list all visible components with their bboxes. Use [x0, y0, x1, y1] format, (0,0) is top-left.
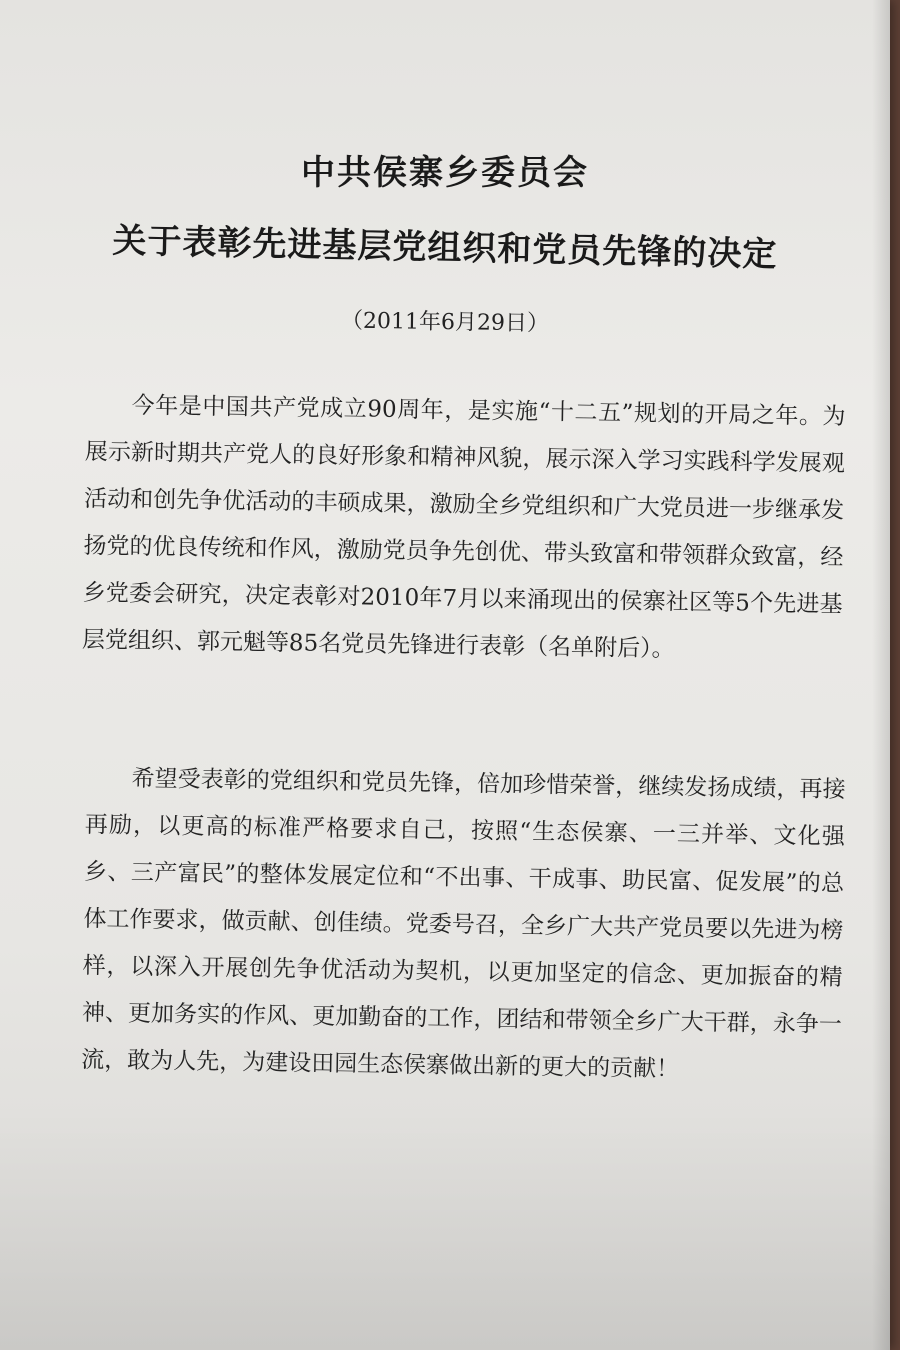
document-title-line2: 关于表彰先进基层党组织和党员先锋的决定	[112, 221, 778, 275]
paragraph-1: 今年是中国共产党成立90周年，是实施“十二五”规划的开局之年。为展示新时期共产党人的良好形象和精神风貌，展示深入学习实践科学发展观活动和创先争优活动的丰硕成果，激励全乡党组织和广大党员进一步继承发扬党的优良传统和作风，激励党员争先创优、带头致富和带领群众致富，经乡党委会研究，决定表彰对2010年7月以来涌现出的侯寨社区等5个先进基层党组织、郭元魁等85名党员先锋进行表彰（名单附后）。	[81, 392, 846, 663]
paragraph-2: 希望受表彰的党组织和党员先锋，倍加珍惜荣誉，继续发扬成绩，再接再励，以更高的标准严格要求自己，按照“生态侯寨、一三并举、文化强乡、三产富民”的整体发展定位和“不出事、干成事、助民富、促发展”的总体工作要求，做贡献、创佳绩。党委号召，全乡广大共产党员要以先进为榜样，以深入开展创先争优活动为契机，以更加坚定的信念、更加振奋的精神、更加务实的作风、更加勤奋的工作，团结和带领全乡广大干群，永争一流，敢为人先，为建设田园生态侯寨做出新的更大的贡献！	[81, 765, 846, 1083]
document-date: （2011年6月29日）	[340, 308, 550, 337]
page-edge-shadow	[872, 0, 890, 1350]
document-title-line1: 中共侯寨乡委员会	[301, 153, 589, 193]
page-shading	[0, 1110, 890, 1350]
